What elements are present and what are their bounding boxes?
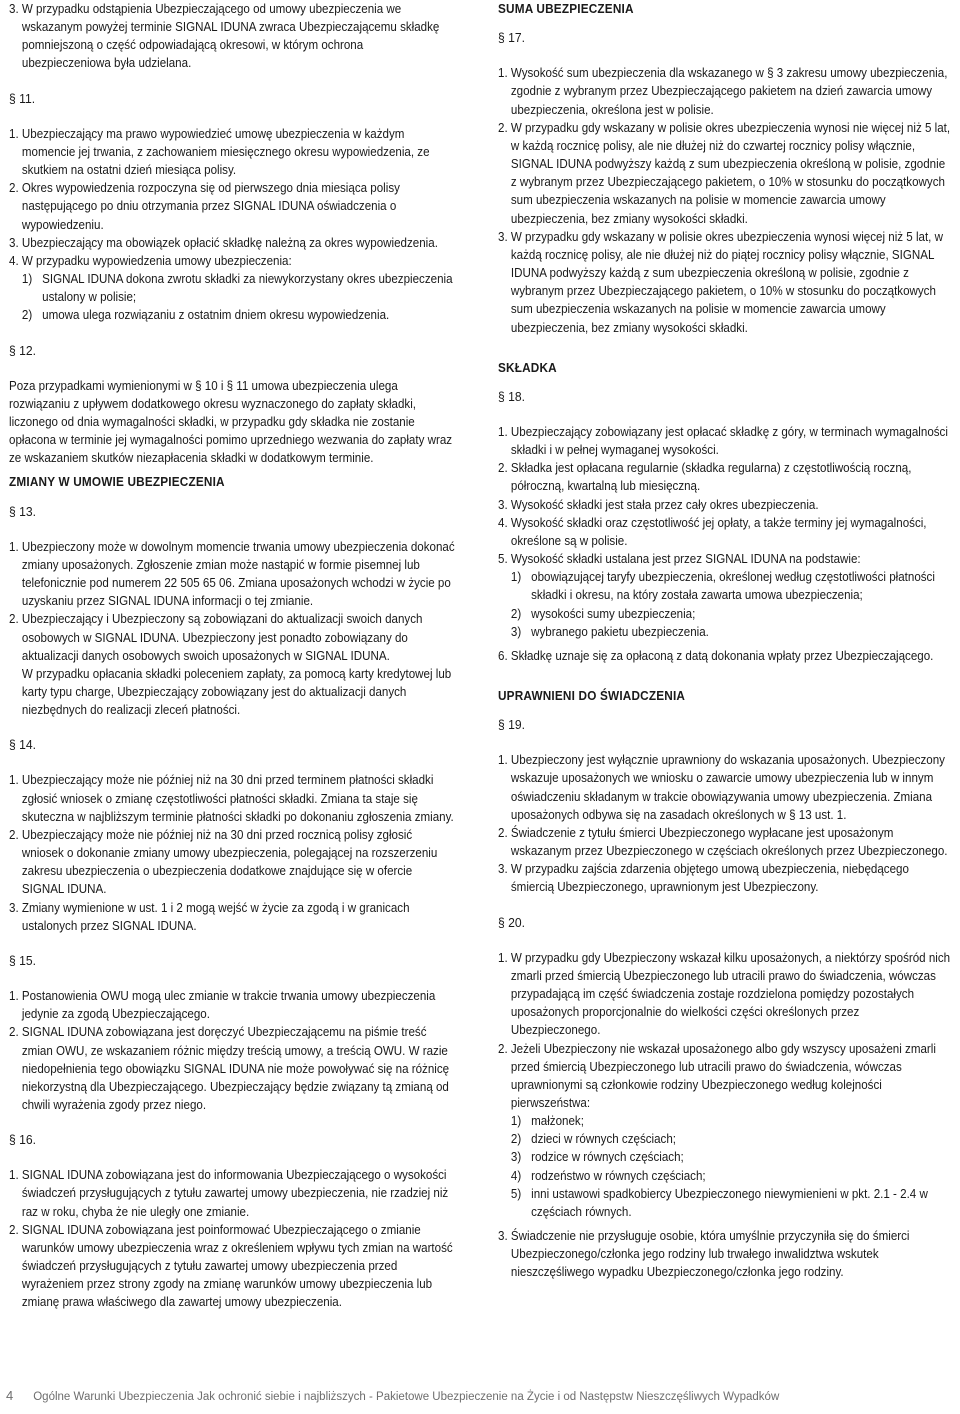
- page-footer: [6, 1388, 779, 1408]
- item-number: 5): [510, 1186, 522, 1201]
- list-item: [498, 1227, 952, 1281]
- item-text: Świadczenie z tytułu śmierci Ubezpieczonego wypłacane jest uposażonym wskazanym przez Ubezpieczonego w częściach określonych przez Ubezpieczonego.: [510, 825, 948, 859]
- item-extra-text: W przypadku opłacania składki poleceniem zapłaty, za pomocą karty kredytowej lub karty typu charge, Ubezpieczający zobowiązany jest do aktualizacji danych niezbędnych do realizacji zleceń płatności.: [21, 666, 452, 718]
- paragraph-text: Poza przypadkami wymienionymi w § 10 i § 11 umowa ubezpieczenia ulega rozwiązaniu z upływem dodatkowego okresu wyznaczonego do zapłaty składki, liczonego od dnia wymagalności składki, w przypadku gdy składka nie zostanie opłacona w terminie jej wymagalności pomimo uprzedniego wezwania do zapłaty wraz ze wskazaniem skutków niezapłacenia składki w dodatkowym terminie.: [9, 378, 453, 466]
- item-number: 1.: [498, 66, 508, 81]
- p16-list: [9, 1166, 455, 1311]
- item-number: 1.: [9, 539, 19, 554]
- list-item: [498, 751, 952, 824]
- p18-list: [498, 423, 952, 665]
- list-item: [498, 119, 952, 228]
- item-number: 5.: [498, 552, 508, 567]
- item-text: dzieci w równych częściach;: [531, 1132, 677, 1147]
- item-number: 2.: [498, 461, 508, 476]
- item-number: 2.: [9, 1025, 19, 1040]
- item-text: małżonek;: [531, 1114, 584, 1129]
- sublist-item: [511, 623, 952, 641]
- item-number: 1.: [498, 753, 508, 768]
- page-number: 4: [6, 1388, 14, 1403]
- item-number: 4.: [9, 253, 19, 268]
- sublist-item: [511, 1148, 952, 1166]
- list-item: [498, 64, 952, 118]
- sublist-item: [22, 270, 455, 306]
- paragraph-number-16: § 16.: [9, 1132, 36, 1148]
- item-text: W przypadku odstąpienia Ubezpieczającego od umowy ubezpieczenia we wskazanym powyżej terminie SIGNAL IDUNA zwraca Ubezpieczającemu składkę pomniejszoną o część odpowiadającą okresowi, w którym ochrona ubezpieczeniowa była udzielana.: [21, 2, 440, 71]
- sublist-item: [511, 1167, 952, 1185]
- item-text: W przypadku wypowiedzenia umowy ubezpieczenia:: [21, 253, 292, 268]
- list-item: [498, 228, 952, 337]
- item-text: inni ustawowi spadkobiercy Ubezpieczonego niewymienieni w pkt. 2.1 - 2.4 w częściach równych.: [531, 1186, 928, 1219]
- item-number: 3.: [9, 2, 19, 16]
- item-text: Ubezpieczony jest wyłącznie uprawniony do wskazania uposażonych. Ubezpieczony wskazuje uposażonych we wniosku o zawarcie umowy ubezpieczenia lub w innym oświadczeniu składanym w trakcie obowiązywania umowy ubezpieczenia. Zmiana uposażonych odbywa się na zasadach określonych w § 13 ust. 1.: [510, 753, 945, 822]
- p18-sublist: [511, 568, 952, 641]
- item-text: W przypadku gdy wskazany w polisie okres ubezpieczenia wynosi nie więcej niż 5 lat, w każdą rocznicę polisy, ale nie dłużej niż do czwartej rocznicy polisy włącznie, SIGNAL IDUNA podwyższy każdą z sum ubezpieczenia określoną w polisie, zgodnie z wybranym przez Ubezpieczającego pakietem, o 10% w stosunku do początkowych sum ubezpieczenia wskazanych na polisie w momencie zawarcia umowy ubezpieczenia, bez zmiany wysokości składki.: [510, 120, 951, 226]
- item-number: 3.: [9, 235, 19, 250]
- item-text: Wysokość składki jest stała przez cały okres ubezpieczenia.: [510, 497, 819, 512]
- p11-sublist: [22, 270, 455, 324]
- p13-list: [9, 538, 455, 720]
- list-item: [9, 252, 455, 325]
- list-item: [9, 1221, 455, 1312]
- list-item: [498, 647, 952, 665]
- item-text: Jeżeli Ubezpieczony nie wskazał uposażonego albo gdy wszyscy uposażeni zmarli przed śmiercią Ubezpieczonego lub utracili prawo do świadczenia, wówczas uprawnionymi są członkowie rodziny Ubezpieczonego według kolejności pierwszeństwa:: [510, 1041, 936, 1110]
- list-item: [498, 1040, 952, 1222]
- item-number: 1.: [9, 989, 19, 1004]
- right-column: [498, 0, 952, 1368]
- p14-list: [9, 771, 455, 934]
- list-item: [498, 824, 952, 860]
- list-item: [498, 459, 952, 495]
- list-item: [498, 423, 952, 459]
- p11-list: [9, 125, 455, 325]
- item-number: 2.: [9, 1222, 19, 1237]
- list-item: [9, 179, 455, 233]
- item-number: 3.: [9, 900, 19, 915]
- section-title-changes: ZMIANY W UMOWIE UBEZPIECZENIA: [9, 474, 225, 490]
- list-item: [9, 125, 455, 179]
- p17-list: [498, 64, 952, 336]
- list-item: [498, 496, 952, 514]
- item-text: SIGNAL IDUNA zobowiązana jest doręczyć Ubezpieczającemu na piśmie treść zmian OWU, ze wskazaniem różnic między treścią umowy, a treścią OWU. W razie niedopełnienia tego obowiązku SIGNAL IDUNA nie może powoływać się na różnicę niekorzystną dla Ubezpieczającego. Ubezpieczający będzie związany tą zmianą od chwili wyrażenia zgody przez niego.: [21, 1025, 450, 1112]
- sublist-item: [511, 1185, 952, 1221]
- item-text: Składka jest opłacana regularnie (składka regularna) z częstotliwością roczną, półroczną, kwartalną lub miesięczną.: [510, 461, 912, 494]
- item-number: 2.: [9, 827, 19, 842]
- list-item: [9, 0, 455, 73]
- footer-text: Ogólne Warunki Ubezpieczenia Jak ochronić siebie i najbliższych - Pakietowe Ubezpieczenie na Życie i od Następstw Nieszczęśliwych Wypadków: [33, 1391, 780, 1403]
- item-text: Ubezpieczający może nie później niż na 30 dni przed terminem płatności składki zgłosić wniosek o zmianę częstotliwości płatności składki. Zmiana ta staje się skuteczna w najbliższym terminie płatności składki po dokonaniu zgłoszenia zmiany.: [21, 773, 454, 824]
- item-text: Ubezpieczający ma prawo wypowiedzieć umowę ubezpieczenia w każdym momencie jej trwania, z zachowaniem miesięcznego okresu wypowiedzenia, ze skutkiem na ostatni dzień miesiąca polisy.: [21, 126, 430, 178]
- item-number: 1.: [9, 773, 19, 788]
- item-number: 3.: [498, 862, 508, 877]
- list-item: [9, 987, 455, 1023]
- list-item: [9, 1166, 455, 1220]
- item-number: 1.: [498, 950, 508, 965]
- list-item: [9, 234, 455, 252]
- item-text: Wysokość sum ubezpieczenia dla wskazanego w § 3 zakresu umowy ubezpieczenia, zgodnie z wybranym przez Ubezpieczającego pakietem na dzień zawarcia umowy ubezpieczenia, określona jest w polisie.: [510, 66, 948, 117]
- item-text: W przypadku gdy Ubezpieczony wskazał kilku uposażonych, a niektórzy spośród nich zmarli przed śmiercią Ubezpieczonego lub utracili prawo do świadczenia, wówczas przypadającą im część świadczenia zostaje rozdzielona pomiędzy pozostałych uposażonych proporcjonalnie do wielkości części określonych przez Ubezpieczonego.: [510, 950, 951, 1038]
- item-number: 6.: [498, 648, 508, 663]
- item-number: 3): [510, 624, 522, 639]
- item-text: Świadczenie nie przysługuje osobie, która umyślnie przyczyniła się do śmierci Ubezpieczonego/członka jego rodziny lub trwałego inwalidztwa wskutek nieszczęśliwego wypadku Ubezpieczonego/członka jego rodziny.: [510, 1229, 910, 1280]
- p19-list: [498, 751, 952, 896]
- section-title-beneficiaries: UPRAWNIENI DO ŚWIADCZENIA: [498, 688, 686, 703]
- item-text: wysokości sumy ubezpieczenia;: [531, 606, 696, 621]
- item-text: Ubezpieczony może w dowolnym momencie trwania umowy ubezpieczenia dokonać zmiany uposażonych. Zgłoszenie zmian może nastąpić w formie pisemnej lub telefonicznie pod numerem 22 505 65 06. Zmiana uposażonych wchodzi w życie po uzyskaniu przez SIGNAL IDUNA informacji o tej zmianie.: [21, 539, 455, 609]
- list-item: [498, 949, 952, 1040]
- paragraph-number-17: § 17.: [498, 30, 525, 46]
- item-number: 2): [510, 606, 522, 621]
- paragraph-number-20: § 20.: [498, 914, 525, 930]
- section-title-premium: SKŁADKA: [498, 359, 557, 375]
- item-number: 2): [510, 1132, 522, 1147]
- item-text: Zmiany wymienione w ust. 1 i 2 mogą wejść w życie za zgodą i w granicach ustalonych przez SIGNAL IDUNA.: [21, 900, 410, 933]
- item-number: 1): [510, 1114, 522, 1129]
- paragraph-number-18: § 18.: [498, 388, 525, 404]
- list-item: [9, 771, 455, 825]
- item-text: Składkę uznaje się za opłaconą z datą dokonania wpłaty przez Ubezpieczającego.: [510, 648, 934, 663]
- list-item: [9, 538, 455, 611]
- item-text: Wysokość składki oraz częstotliwość jej opłaty, a także terminy jej wymagalności, określone są w polisie.: [510, 515, 927, 548]
- item-number: 4.: [498, 515, 508, 530]
- p15-list: [9, 987, 455, 1114]
- paragraph-number-12: § 12.: [9, 342, 36, 358]
- item-number: 1): [510, 570, 522, 585]
- paragraph-number-14: § 14.: [9, 737, 36, 753]
- paragraph-number-13: § 13.: [9, 503, 36, 519]
- item-number: 2): [21, 308, 33, 323]
- paragraph-number-15: § 15.: [9, 952, 36, 968]
- item-number: 3): [510, 1150, 522, 1165]
- p20-sublist: [511, 1112, 952, 1221]
- item-text: SIGNAL IDUNA dokona zwrotu składki za niewykorzystany okres ubezpieczenia ustalony w polisie;: [42, 272, 453, 305]
- section-title-sum: SUMA UBEZPIECZENIA: [498, 1, 634, 16]
- item-number: 3.: [498, 497, 508, 512]
- item-text: rodzeństwo w równych częściach;: [531, 1168, 706, 1183]
- sublist-item: [511, 568, 952, 604]
- list-item: [9, 1023, 455, 1114]
- item-text: Ubezpieczający i Ubezpieczony są zobowiązani do aktualizacji swoich danych osobowych w SIGNAL IDUNA. Ubezpieczony jest ponadto zobowiązany do aktualizacji danych osobowych swoich uposażonych w SIGNAL IDUNA.: [21, 612, 423, 663]
- item-number: 1.: [9, 1168, 19, 1183]
- list-item: [498, 550, 952, 641]
- item-number: 1): [21, 272, 33, 287]
- paragraph-number-11: § 11.: [9, 90, 36, 106]
- list-item: [498, 514, 952, 550]
- item-number: 2.: [498, 120, 508, 135]
- list-item: [498, 860, 952, 896]
- left-column: [9, 0, 455, 1368]
- sublist-item: [22, 306, 455, 324]
- item-number: 2.: [9, 612, 19, 627]
- item-number: 2.: [498, 825, 508, 840]
- item-text: wybranego pakietu ubezpieczenia.: [531, 624, 709, 639]
- item-text: umowa ulega rozwiązaniu z ostatnim dniem okresu wypowiedzenia.: [42, 308, 390, 323]
- p20-list: [498, 949, 952, 1282]
- item-number: 2.: [498, 1041, 508, 1056]
- item-number: 3.: [498, 229, 508, 244]
- intro-list: [9, 0, 455, 73]
- item-number: 3.: [498, 1229, 508, 1244]
- item-text: obowiązującej taryfy ubezpieczenia, określonej według częstotliwości płatności składki i okresu, na który została zawarta umowa ubezpieczenia;: [531, 570, 935, 603]
- list-item: [9, 899, 455, 935]
- sublist-item: [511, 605, 952, 623]
- item-text: Postanowienia OWU mogą ulec zmianie w trakcie trwania umowy ubezpieczenia jedynie za zgodą Ubezpieczającego.: [21, 989, 436, 1022]
- item-text: Ubezpieczający zobowiązany jest opłacać składkę z góry, w terminach wymagalności składki i w pełnej wymaganej wysokości.: [510, 424, 948, 458]
- item-text: SIGNAL IDUNA zobowiązana jest do informowania Ubezpieczającego o wysokości świadczeń przysługujących z tytułu zawartej umowy ubezpieczenia, nie rzadziej niż raz w roku, chyba że nie uległy one zmianie.: [21, 1168, 449, 1219]
- list-item: [9, 610, 455, 719]
- paragraph-number-19: § 19.: [498, 717, 525, 733]
- item-text: rodzice w równych częściach;: [531, 1150, 684, 1165]
- item-text: Ubezpieczający ma obowiązek opłacić składkę należną za okres wypowiedzenia.: [21, 235, 438, 250]
- sublist-item: [511, 1130, 952, 1148]
- sublist-item: [511, 1112, 952, 1130]
- item-number: 1.: [498, 424, 508, 439]
- list-item: [9, 826, 455, 899]
- item-text: SIGNAL IDUNA zobowiązana jest poinformować Ubezpieczającego o zmianie warunków umowy ubezpieczenia wraz z określeniem wpływu tych zmian na wartość świadczeń przysługujących z tytułu zawartej umowy ubezpieczenia przed wyrażeniem przez strony zgody na zmianę warunków umowy ubezpieczenia lub zmianę prawa właściwego dla zawartej umowy ubezpieczenia.: [21, 1222, 453, 1310]
- item-text: W przypadku gdy wskazany w polisie okres ubezpieczenia wynosi więcej niż 5 lat, w każdą rocznicę polisy, ale nie dłużej niż do piątej rocznicy polisy włącznie, SIGNAL IDUNA podwyższy każdą z sum ubezpieczenia określoną w polisie, zgodnie z wybranym przez Ubezpieczającego pakietem, o 10% w stosunku do początkowych sum ubezpieczenia wskazanych na polisie w momencie zawarcia umowy ubezpieczenia, bez zmiany wysokości składki.: [510, 229, 943, 335]
- item-text: Ubezpieczający może nie później niż na 30 dni przed rocznicą polisy zgłosić wniosek o dokonanie zmiany umowy ubezpieczenia, polegającej na rozszerzeniu zakresu ubezpieczenia o ubezpieczenia dodatkowe znajdujące się w ofercie SIGNAL IDUNA.: [21, 827, 438, 897]
- item-text: Wysokość składki ustalana jest przez SIGNAL IDUNA na podstawie:: [510, 552, 861, 567]
- item-number: 4): [510, 1168, 522, 1183]
- item-text: W przypadku zajścia zdarzenia objętego umową ubezpieczenia, niebędącego śmiercią Ubezpieczonego, uprawnionym jest Ubezpieczony.: [510, 862, 909, 895]
- item-number: 1.: [9, 126, 19, 141]
- item-number: 2.: [9, 181, 19, 196]
- item-text: Okres wypowiedzenia rozpoczyna się od pierwszego dnia miesiąca polisy następującego po dniu otrzymania przez SIGNAL IDUNA oświadczenia o wypowiedzeniu.: [21, 181, 400, 232]
